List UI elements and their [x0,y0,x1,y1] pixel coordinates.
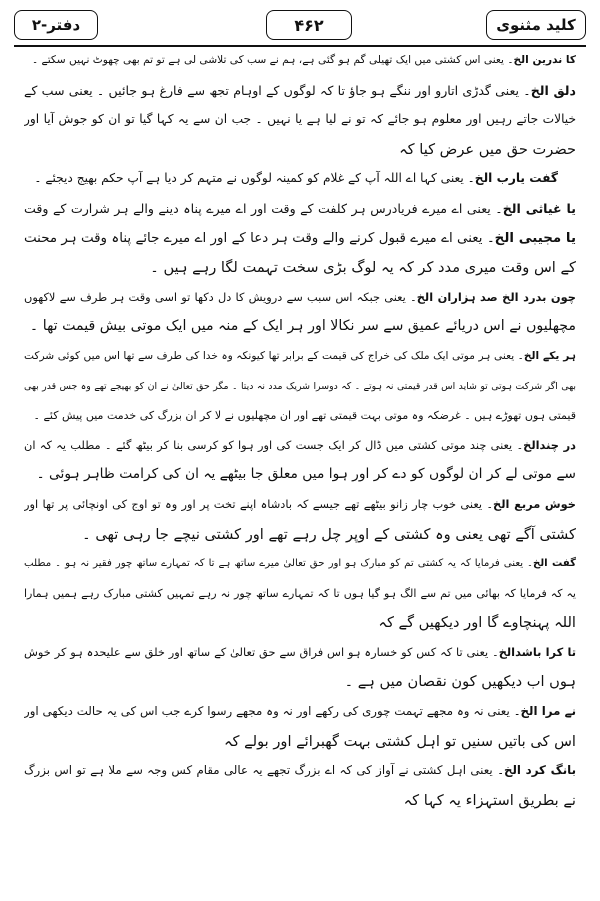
line-text: اس کی باتیں سنیں تو اہل کشتی بہت گھبرائے اور بولے کہ [223,732,576,750]
text-line [24,164,576,194]
line-text: ۔ یعنی ہر موتی ایک ملک کی خراج کی قیمت کے برابر تھا کیونکہ وہ خدا کی طرف سے تھا اس میں کوئی شرکت [24,349,524,362]
verse-lead: چون بدرد الخ صد ہزاران الخ [416,289,576,304]
verse-lead: دلق الخ [530,82,576,98]
text-line [24,490,576,520]
line-text: ۔ یعنی کہا اے اللہ آپ کے غلام کو کمینہ لوگوں نے متہم کر دیا ہے آپ حکم بھیج دیجئے ۔ [34,171,475,186]
text-line [24,105,576,135]
line-text: ۔ یعنی اے میرے فریادرس ہر کلفت کے وقت اور اے میرے پناہ دینے والے ہر شرارت کے وقت [24,200,503,216]
text-line [24,608,576,638]
text-line [24,312,576,342]
text-line [24,342,576,372]
verse-lead: یا مجیبی الخ [494,230,576,246]
verse-lead: تا کرا باشدالخ [498,644,576,659]
line-text: خیالات جاتے رہیں اور معلوم ہو جائے کہ تو نے لیا ہے یا نہیں ۔ جب ان سے یہ کہا گیا تو ان کو جوش آیا اور [24,112,576,127]
text-line [24,579,576,609]
line-text: ۔ یعنی اے میرے قبول کرنے والے وقت ہر دعا کے اور اے میرے جائے پناہ وقت ہر محنت [24,230,495,246]
page-number: ۴۶۲ [266,10,352,40]
body-text [24,46,576,895]
verse-lead: گفت الخ [533,558,576,570]
verse-lead: نے مرا الخ [520,704,576,719]
page-header [14,8,586,42]
text-line [24,135,576,165]
text-line [24,460,576,490]
line-text: کے اس وقت میری مدد کر کہ یہ لوگ بڑی سخت تہمت لگا رہے ہیں ۔ [150,259,576,277]
line-text: ہوں اب دیکھیں کون نقصان میں ہے ۔ [344,673,576,691]
line-text: ۔ یعنی اہل کشتی نے آواز کی کہ اے بزرگ تجھے یہ عالی مقام کس وجہ سے ملا ہے تو اس بزرگ [24,763,504,778]
line-text: ۔ یعنی تا کہ کس کو خسارہ ہو اس فراق سے حق تعالیٰ کے ساتھ اور خلق سے علیحدہ ہو کر خوش [24,644,499,659]
line-text: حضرت حق میں عرض کیا کہ [399,140,576,158]
line-text: یہ کہ فرمایا کہ بھائی میں تم سے الگ ہو گیا ہوں تا کہ تمہارے ساتھ چور نہ رہے تمہیں کشتی مبارک رہے ہمیں ہمارا [24,586,576,600]
verse-lead: گفت یارب الخ [474,171,558,186]
text-line [24,431,576,461]
verse-lead: خوش مربع الخ [493,496,576,511]
text-line [24,224,576,254]
text-line [24,667,576,697]
line-text: قیمتی ہوں تھوڑے ہیں ۔ غرضکہ وہ موتی بہت قیمتی تھے اور ان مچھلیوں نے لا کر ان بزرگ کی خدمت میں پیش کئے ۔ [33,409,576,423]
line-text: ۔ یعنی چند موتی کشتی میں ڈال کر ایک جست کی اور ہوا کو کرسی بنا کر بیٹھ گئے ۔ مطلب یہ کہ ان [24,437,524,452]
line-text: بھی اگر شرکت ہوتی تو شاید اس قدر قیمتی نہ ہوتے ۔ کہ دوسرا شریک مدد نہ دیتا ۔ مگر حق تعالیٰ نے ان کو بھیجے تھے وہ جس قدر بھی [24,380,576,392]
text-line [24,46,576,76]
text-line [24,372,576,402]
line-text: ۔ یعنی خوب چار زانو بیٹھے تھے جیسے کہ بادشاہ اپنے تخت پر اور وہ تو اوج کی اونچائی پر تھا اور [24,496,494,511]
text-line [24,697,576,727]
line-text: نے بطریق استہزاء یہ کہا کہ [403,791,576,809]
line-text: ۔ یعنی گدڑی اتارو اور ننگے ہو جاؤ تا کہ لوگوں کے اوہام تجھ سے فارغ ہو جائیں ۔ یعنی سب کے [24,82,531,98]
verse-lead: بانگ کرد الخ [503,763,576,778]
text-line [24,549,576,579]
text-line [24,76,576,106]
line-text: ۔ یعنی جبکہ اس سبب سے درویش کا دل دکھا تو اسی وقت ہر طرف سے لاکھوں [24,289,417,304]
text-line [24,786,576,816]
verse-lead: در چندالخ [523,437,576,452]
line-text: مچھلیوں نے اس دریائے عمیق سے سر نکالا اور ہر ایک کے منہ میں ایک موتی بیش قیمت تھا ۔ [29,318,576,335]
line-text: کشتی آگے تھی یعنی وہ کشتی کے اوپر چل رہے تھے اور کشتی نیچے جا رہی تھی ۔ [82,525,576,543]
book-title: کلید مثنوی [486,10,586,40]
line-text: ۔ یعنی نہ وہ مجھے تہمت چوری کی رکھے اور نہ وہ مجھے رسوا کرے جب اس کی یہ حالت دیکھی اور [24,704,521,719]
text-line [24,727,576,757]
text-line [24,194,576,224]
text-line [24,401,576,431]
volume-label: دفتر-۲ [14,10,98,40]
text-line [24,756,576,786]
verse-lead: کا ندرین الخ [513,54,576,66]
line-text: اللہ پہنچاوے گا اور دیکھیں گے کہ [378,614,576,632]
text-line [24,520,576,550]
text-line [24,253,576,283]
line-text: سے موتی لے کر ان لوگوں کو دے کر اور ہوا میں معلق جا بیٹھے یہ ان کی کرامت ظاہر ہوئی ۔ [36,466,576,483]
line-text: ۔ یعنی فرمایا کہ یہ کشتی تم کو مبارک ہو اور حق تعالیٰ میرے ساتھ ہے تا کہ تمہارے ساتھ چور فقیر نہ ہو ۔ مطلب [24,558,534,570]
text-line [24,283,576,313]
verse-lead: یا غیاثی الخ [502,200,576,216]
verse-lead: ہر یکے الخ [523,349,576,362]
line-text: ۔ یعنی اس کشتی میں ایک تھیلی گم ہو گئی ہے، ہم نے سب کی تلاشی لی ہے تو تم بھی چھوٹ نہیں سکتے ۔ [31,54,514,66]
text-line [24,638,576,668]
